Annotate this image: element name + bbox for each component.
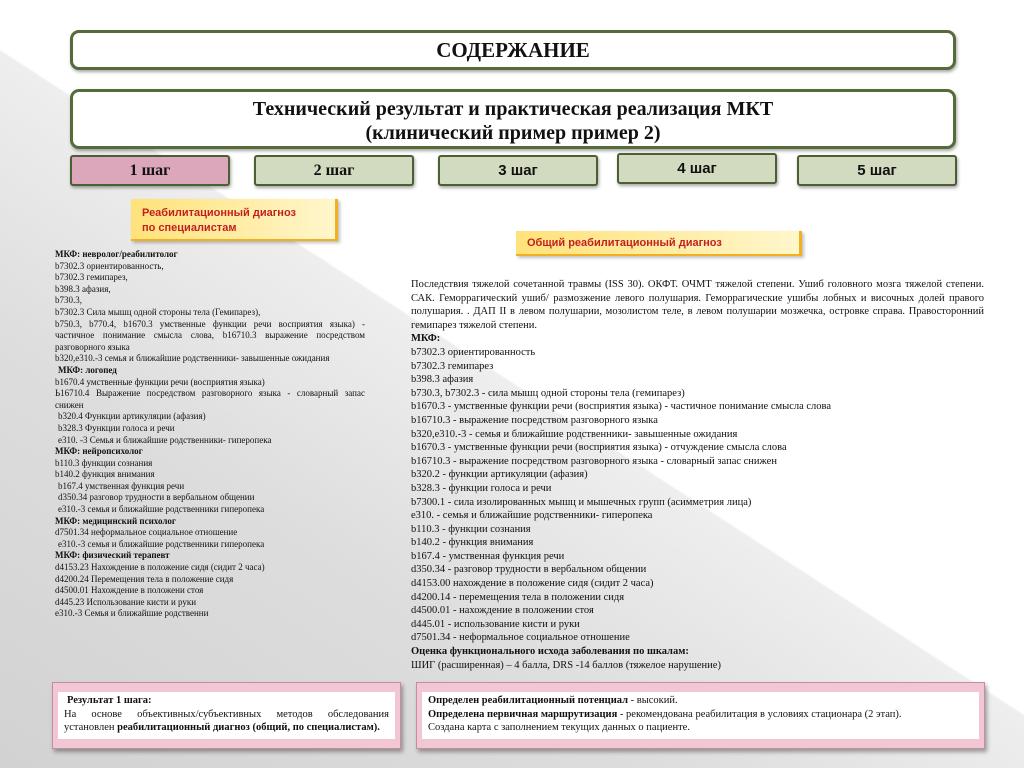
- list-item: d4500.01 Нахождение в положени стоя: [55, 585, 204, 596]
- list-item: d4153.00 нахождение в положение сидя (сидит 2 часа): [411, 578, 654, 590]
- list-item: e310. -3 Семья и ближайшие родственники- гиперопека: [58, 434, 272, 445]
- list-item: b16710.3 - выражение посредством разговорного языка: [411, 414, 658, 426]
- list-item: e310.-3 Семья и ближайшие родственни: [55, 608, 209, 619]
- conclusion-line-card: Создана карта с заполнением текущих данных о пациенте.: [428, 722, 690, 733]
- list-item: d350.34 разговор трудности в вербальном общении: [58, 492, 255, 503]
- main-title-line2: (клинический пример пример 2): [365, 122, 661, 144]
- list-item: b7302.3 гемипарез: [411, 360, 494, 372]
- step-result-text: На основе объективных/субъективных методов обследования установлен: [64, 708, 389, 733]
- conclusion-line-potential: [428, 694, 973, 708]
- step-result-emphasis: реабилитационный диагноз (общий, по специалистам).: [117, 722, 380, 733]
- potential-label: Определен реабилитационный потенциал: [428, 695, 628, 706]
- list-item: b7302.3 ориентированность,: [55, 260, 164, 271]
- list-item: b320.2 - функции артикуляции (афазия): [411, 469, 588, 481]
- list-item: b167.4 умственная функция речи: [58, 480, 185, 491]
- list-item: b398.3 афазия: [411, 374, 474, 386]
- main-title-box: [70, 89, 956, 149]
- list-item: МКФ: логопед: [58, 364, 117, 375]
- step-5-button[interactable]: 5 шаг: [797, 155, 957, 186]
- list-item: МКФ: невролог/реабилитолог: [55, 249, 178, 259]
- assessment-text: ШИГ (расширенная) – 4 балла, DRS -14 баллов (тяжелое нарушение): [411, 659, 721, 671]
- list-item: b328.3 - функции голоса и речи: [411, 482, 552, 494]
- rehab-label-line2: по специалистам: [142, 222, 237, 234]
- conclusion-line-routing: [428, 708, 973, 722]
- list-item: d445.23 Использование кисти и руки: [55, 596, 197, 607]
- step-result-box: [52, 682, 401, 749]
- list-item: e310.-3 семья и ближайшие родственники гиперопека: [58, 538, 265, 549]
- list-item: d4200.24 Перемещения тела в положение сидя: [55, 573, 234, 584]
- general-label-text: Общий реабилитационный диагноз: [527, 237, 722, 249]
- list-item: e310. - семья и ближайшие родственники- гиперопека: [411, 510, 653, 522]
- list-item: b750.3, b770.4, b1670.3 умственные функции речи восприятия языка) - частичное понимание смысла слова, b16710.3 выражение посредством разговорного языка: [55, 318, 365, 352]
- main-title-line1: Технический результат и практическая реализация МКТ: [252, 98, 774, 120]
- rehab-label-line1: Реабилитационный диагноз: [142, 207, 296, 219]
- list-item: МКФ: медицинский психолог: [55, 515, 176, 526]
- list-item: e310.-3 семья и ближайшие родственники гиперопека: [58, 504, 265, 515]
- conclusion-box: [416, 682, 985, 749]
- list-item: b140.2 функция внимания: [55, 469, 155, 480]
- list-item: b1670.4 умственные функции речи (восприятия языка): [55, 376, 265, 387]
- step-3-button[interactable]: 3 шаг: [438, 155, 598, 186]
- contents-title-box: [70, 30, 956, 70]
- list-item: d7501.34 неформальное социальное отношение: [55, 527, 238, 538]
- list-item: b320.4 Функции артикуляции (афазия): [58, 411, 206, 422]
- list-item: b110.3 функции сознания: [55, 457, 153, 468]
- list-item: b16710.3 - выражение посредством разговорного языка - словарный запас снижен: [411, 455, 777, 467]
- list-item: b7302.3 Сила мышц одной стороны тела (Гемипарез),: [55, 306, 261, 317]
- list-item: b1670.3 - умственные функции речи (восприятия языка) - частичное понимание смысла слова: [411, 401, 832, 413]
- list-item: b730.3, b7302.3 - сила мышц одной стороны тела (гемипарез): [411, 387, 685, 399]
- routing-label: Определена первичная маршрутизация: [428, 708, 618, 720]
- specialists-diagnosis-list: [55, 249, 365, 620]
- step-4-button[interactable]: 4 шаг: [617, 153, 777, 184]
- step-result-content: [58, 692, 395, 739]
- list-item: d7501.34 - неформальное социальное отношение: [411, 632, 630, 644]
- list-item: b7302.3 ориентированность: [411, 346, 536, 358]
- step-2-button[interactable]: 2 шаг: [254, 155, 414, 186]
- assessment-heading: Оценка функционального исхода заболевания по шкалам:: [411, 646, 689, 658]
- list-item: b167.4 - умственная функция речи: [411, 550, 565, 562]
- list-item: b320,e310.-3 - семья и ближайшие родственники- завышенные ожидания: [411, 428, 738, 440]
- rehab-diagnosis-label: [131, 199, 338, 241]
- list-item: МКФ: физический терапевт: [55, 550, 170, 561]
- contents-title: СОДЕРЖАНИЕ: [436, 38, 590, 62]
- list-item: d4153.23 Нахождение в положение сидя (сидит 2 часа): [55, 562, 265, 573]
- list-item: b398.3 афазия,: [55, 283, 111, 294]
- list-item: d350.34 - разговор трудности в вербальном общении: [411, 564, 647, 576]
- step-result-heading: Результат 1 шага:: [67, 695, 152, 706]
- list-item: b7300.1 - сила изолированных мышц и мышечных групп (асимметрия лица): [411, 496, 752, 508]
- list-item: d4200.14 - перемещения тела в положении сидя: [411, 591, 625, 603]
- conclusion-content: [422, 692, 979, 739]
- mkf-heading: МКФ:: [411, 333, 441, 345]
- list-item: d4500.01 - нахождение в положении стоя: [411, 605, 594, 617]
- list-item: b1670.3 - умственные функции речи (восприятия языка) - отчуждение смысла слова: [411, 442, 787, 454]
- list-item: b110.3 - функции сознания: [411, 523, 531, 535]
- list-item: b7302.3 гемипарез,: [55, 272, 128, 283]
- potential-value: - высокий.: [628, 695, 678, 706]
- list-item: Ь16710.4 Выражение посредством разговорного языка - словарный запас снижен: [55, 388, 365, 410]
- list-item: d445.01 - использование кисти и руки: [411, 618, 580, 630]
- list-item: МКФ: нейропсихолог: [55, 446, 143, 457]
- list-item: b328.3 Функции голоса и речи: [58, 422, 175, 433]
- routing-value: - рекомендована реабилитация в условиях стационара (2 этап).: [617, 708, 902, 720]
- general-diagnosis-label: [516, 231, 802, 256]
- general-diagnosis-text: [411, 278, 984, 672]
- list-item: b730.3,: [55, 295, 82, 306]
- diagnosis-intro: Последствия тяжелой сочетанной травмы (ISS 30). ОКФТ. ОЧМТ тяжелой степени. Ушиб головного мозга тяжелой степени. САК. Геморрагический ушиб/ размозжение левого полушария. Геморрагические ушибы лобных и височных долей правого полушария. . ДАП II в левом полушарии, мозолистом теле, в левом полушарии мозжечка, островке справа. Правосторонний гемипарез тяжелой степени.: [411, 279, 984, 331]
- list-item: b140.2 - функция внимания: [411, 537, 534, 549]
- list-item: b320,e310.-3 семья и ближайшие родственники- завышенные ожидания: [55, 353, 330, 364]
- step-1-button[interactable]: 1 шаг: [70, 155, 230, 186]
